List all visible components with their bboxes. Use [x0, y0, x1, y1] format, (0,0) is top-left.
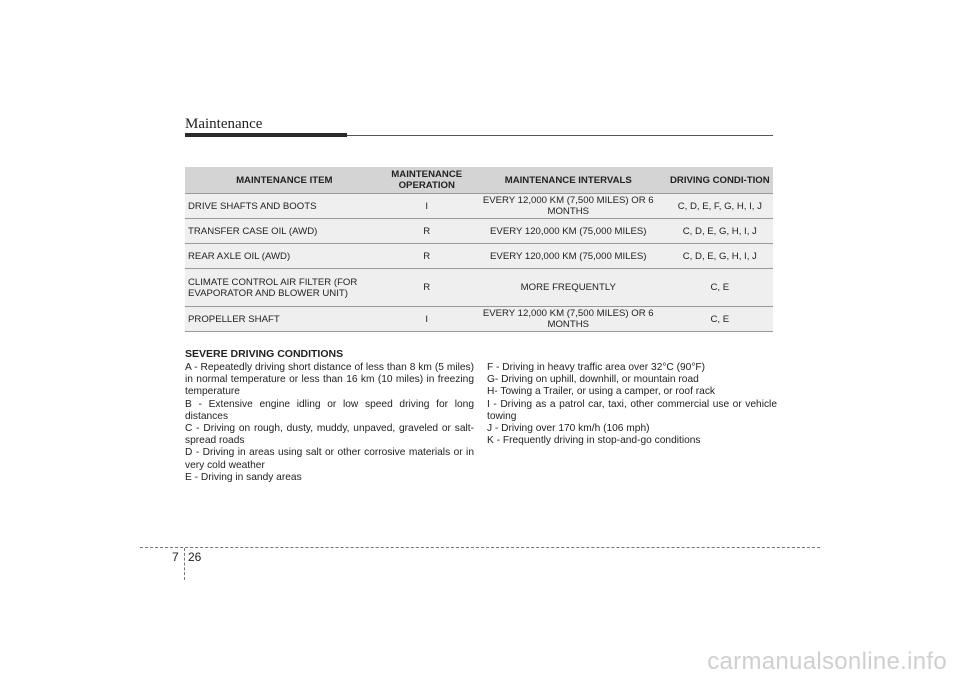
header-operation: MAINTENANCE OPERATION [384, 167, 470, 194]
table-row [185, 194, 773, 219]
section-title: Maintenance [185, 116, 263, 132]
condition-item [487, 399, 777, 423]
condition-item [185, 447, 474, 471]
condition-text: Repeatedly driving short distance of less than 8 km (5 miles) in normal temperature or less than 16 km (10 miles) in freezing temperature [185, 362, 474, 398]
condition-text: Driving in areas using salt or other corrosive materials or in very cold weather [185, 447, 474, 471]
condition-item [185, 423, 474, 447]
row-conditions: C, D, E, G, H, I, J [667, 219, 773, 244]
condition-item [185, 399, 474, 423]
table-header-row [185, 167, 773, 194]
condition-item [487, 386, 777, 398]
condition-item [185, 362, 474, 399]
condition-key: J - [487, 423, 499, 435]
severe-conditions-left [185, 362, 474, 484]
condition-key: C - [185, 423, 200, 435]
condition-item [487, 435, 777, 447]
table-row [185, 269, 773, 307]
maintenance-table [185, 167, 773, 332]
row-item: DRIVE SHAFTS AND BOOTS [185, 194, 384, 219]
row-conditions: C, E [667, 269, 773, 307]
row-operation: I [384, 194, 470, 219]
condition-key: A - [185, 362, 198, 373]
row-item: CLIMATE CONTROL AIR FILTER (FOR EVAPORATOR AND BLOWER UNIT) [185, 269, 384, 307]
condition-key: G- [487, 374, 499, 386]
condition-text: Driving in heavy traffic area over 32°C (90°F) [502, 362, 706, 373]
condition-text: Driving as a patrol car, taxi, other commercial use or vehicle towing [487, 398, 777, 422]
header-item: MAINTENANCE ITEM [185, 167, 384, 194]
row-operation: R [384, 269, 470, 307]
condition-item [185, 472, 474, 484]
condition-text: Driving on rough, dusty, muddy, unpaved, graveled or salt-spread roads [185, 423, 474, 447]
condition-key: F - [487, 362, 500, 373]
row-conditions: C, D, E, G, H, I, J [667, 244, 773, 269]
condition-key: D - [185, 447, 200, 459]
severe-conditions-heading: SEVERE DRIVING CONDITIONS [185, 348, 344, 360]
row-interval: EVERY 12,000 KM (7,500 MILES) OR 6 MONTHS [470, 194, 667, 219]
footer-divider [184, 548, 185, 580]
row-interval: EVERY 120,000 KM (75,000 MILES) [470, 244, 667, 269]
condition-key: E - [185, 471, 199, 483]
chapter-number: 7 [172, 550, 179, 564]
condition-key: K - [487, 435, 501, 447]
header-intervals: MAINTENANCE INTERVALS [470, 167, 667, 194]
condition-text: Towing a Trailer, or using a camper, or roof rack [500, 386, 716, 398]
condition-item [487, 423, 777, 435]
condition-item [487, 374, 777, 386]
row-conditions: C, D, E, F, G, H, I, J [667, 194, 773, 219]
page-number: 26 [188, 550, 202, 564]
header-rule-accent [185, 133, 347, 137]
table-row [185, 244, 773, 269]
footer-rule [140, 547, 820, 548]
table-row [185, 219, 773, 244]
row-operation: R [384, 219, 470, 244]
condition-item [487, 362, 777, 374]
condition-key: H- [487, 386, 498, 398]
severe-conditions-right [487, 362, 777, 447]
row-conditions: C, E [667, 307, 773, 332]
row-item: TRANSFER CASE OIL (AWD) [185, 219, 384, 244]
row-operation: R [384, 244, 470, 269]
header-conditions: DRIVING CONDI-TION [667, 167, 773, 194]
condition-text: Driving on uphill, downhill, or mountain road [501, 374, 699, 386]
watermark: carmanualsonline.info [707, 648, 947, 675]
row-operation: I [384, 307, 470, 332]
condition-text: Driving in sandy areas [200, 471, 302, 483]
row-item: REAR AXLE OIL (AWD) [185, 244, 384, 269]
condition-key: B - [185, 398, 202, 410]
condition-key: I - [487, 398, 497, 410]
row-interval: MORE FREQUENTLY [470, 269, 667, 307]
row-interval: EVERY 12,000 KM (7,500 MILES) OR 6 MONTHS [470, 307, 667, 332]
condition-text: Driving over 170 km/h (106 mph) [501, 423, 650, 435]
table-row [185, 307, 773, 332]
condition-text: Extensive engine idling or low speed driving for long distances [185, 398, 474, 422]
row-interval: EVERY 120,000 KM (75,000 MILES) [470, 219, 667, 244]
row-item: PROPELLER SHAFT [185, 307, 384, 332]
condition-text: Frequently driving in stop-and-go conditions [502, 435, 701, 447]
